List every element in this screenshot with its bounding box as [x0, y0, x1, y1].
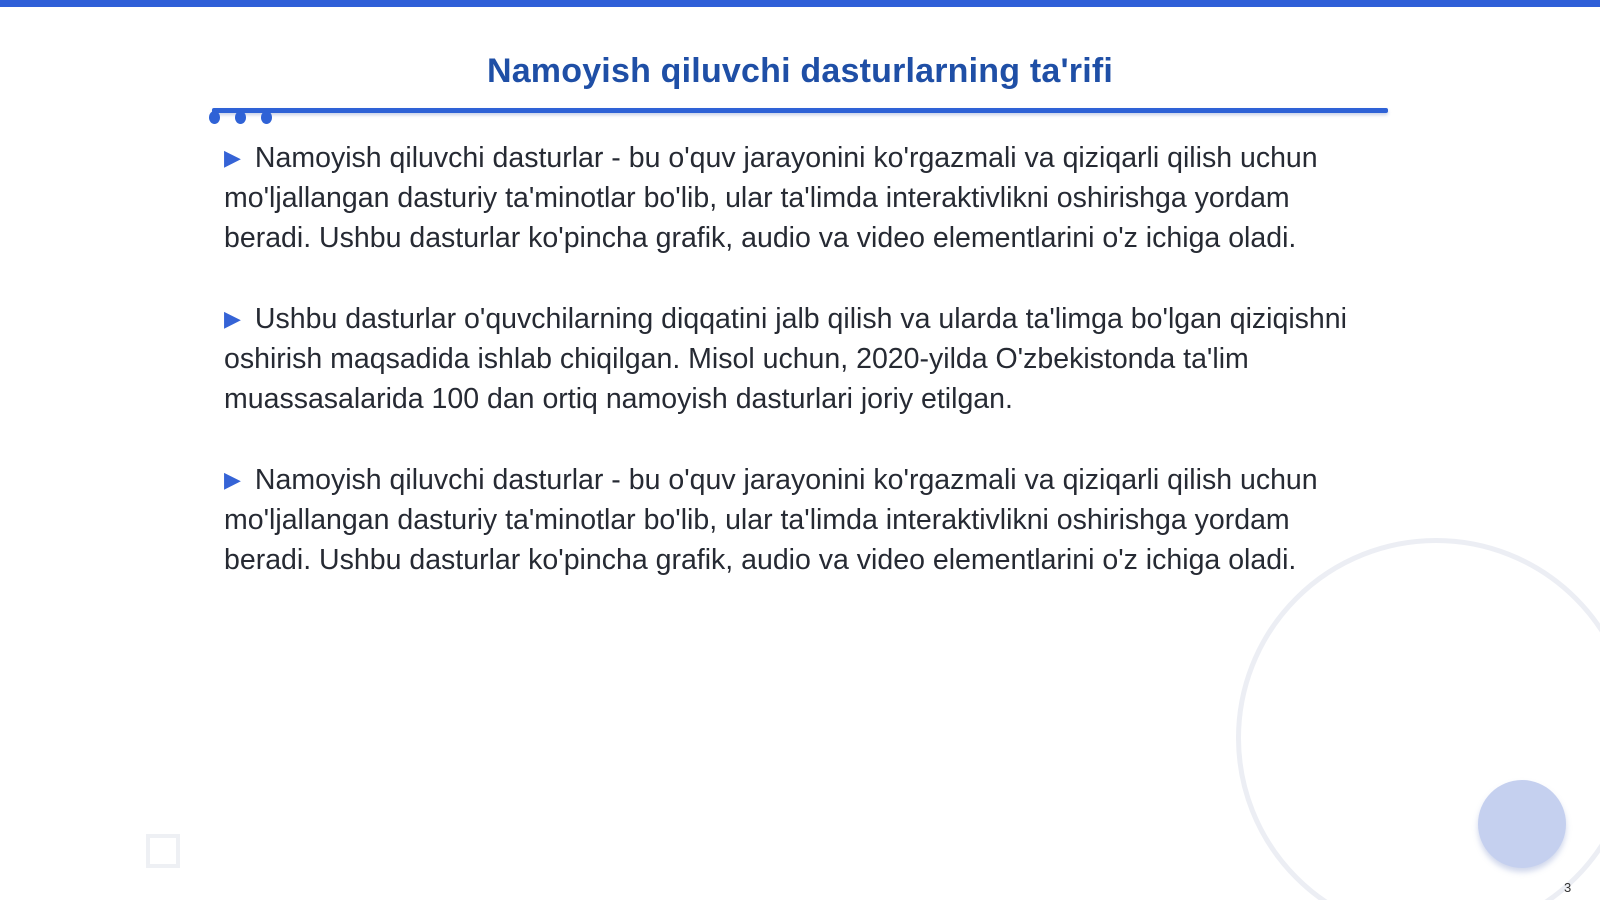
title-underline — [212, 108, 1388, 113]
decorative-dot — [261, 111, 272, 124]
right-triangle-icon: ▶ — [224, 145, 241, 170]
bullet-text: Namoyish qiluvchi dasturlar - bu o'quv jarayonini ko'rgazmali va qiziqarli qilish uchun mo'ljallangan dasturiy ta'minotlar bo'lib, ular ta'limda interaktivlikni oshirishga yordam beradi. Ushbu dasturlar ko'pincha grafik, audio va video elementlarini o'z ichiga oladi. — [224, 142, 1318, 254]
page-number: 3 — [1564, 880, 1572, 895]
decorative-square — [146, 834, 180, 868]
right-triangle-icon: ▶ — [224, 467, 241, 492]
slide-title: Namoyish qiluvchi dasturlarning ta'rifi — [486, 52, 1114, 90]
top-accent-bar — [0, 0, 1600, 7]
bullet-item — [224, 460, 1384, 580]
bullet-item — [224, 138, 1384, 258]
bullet-text: Ushbu dasturlar o'quvchilarning diqqatini jalb qilish va ularda ta'limga bo'lgan qiziqishni oshirish maqsadida ishlab chiqilgan. Misol uchun, 2020-yilda O'zbekistonda ta'lim muassasalarida 100 dan ortiq namoyish dasturlari joriy etilgan. — [224, 303, 1347, 415]
bullet-list — [224, 138, 1384, 621]
decorative-dot — [209, 111, 220, 124]
right-triangle-icon: ▶ — [224, 306, 241, 331]
bullet-item — [224, 299, 1384, 419]
bullet-text: Namoyish qiluvchi dasturlar - bu o'quv jarayonini ko'rgazmali va qiziqarli qilish uchun mo'ljallangan dasturiy ta'minotlar bo'lib, ular ta'limda interaktivlikni oshirishga yordam beradi. Ushbu dasturlar ko'pincha grafik, audio va video elementlarini o'z ichiga oladi. — [224, 464, 1318, 576]
decorative-dot — [235, 111, 246, 124]
decorative-circle — [1478, 780, 1566, 868]
